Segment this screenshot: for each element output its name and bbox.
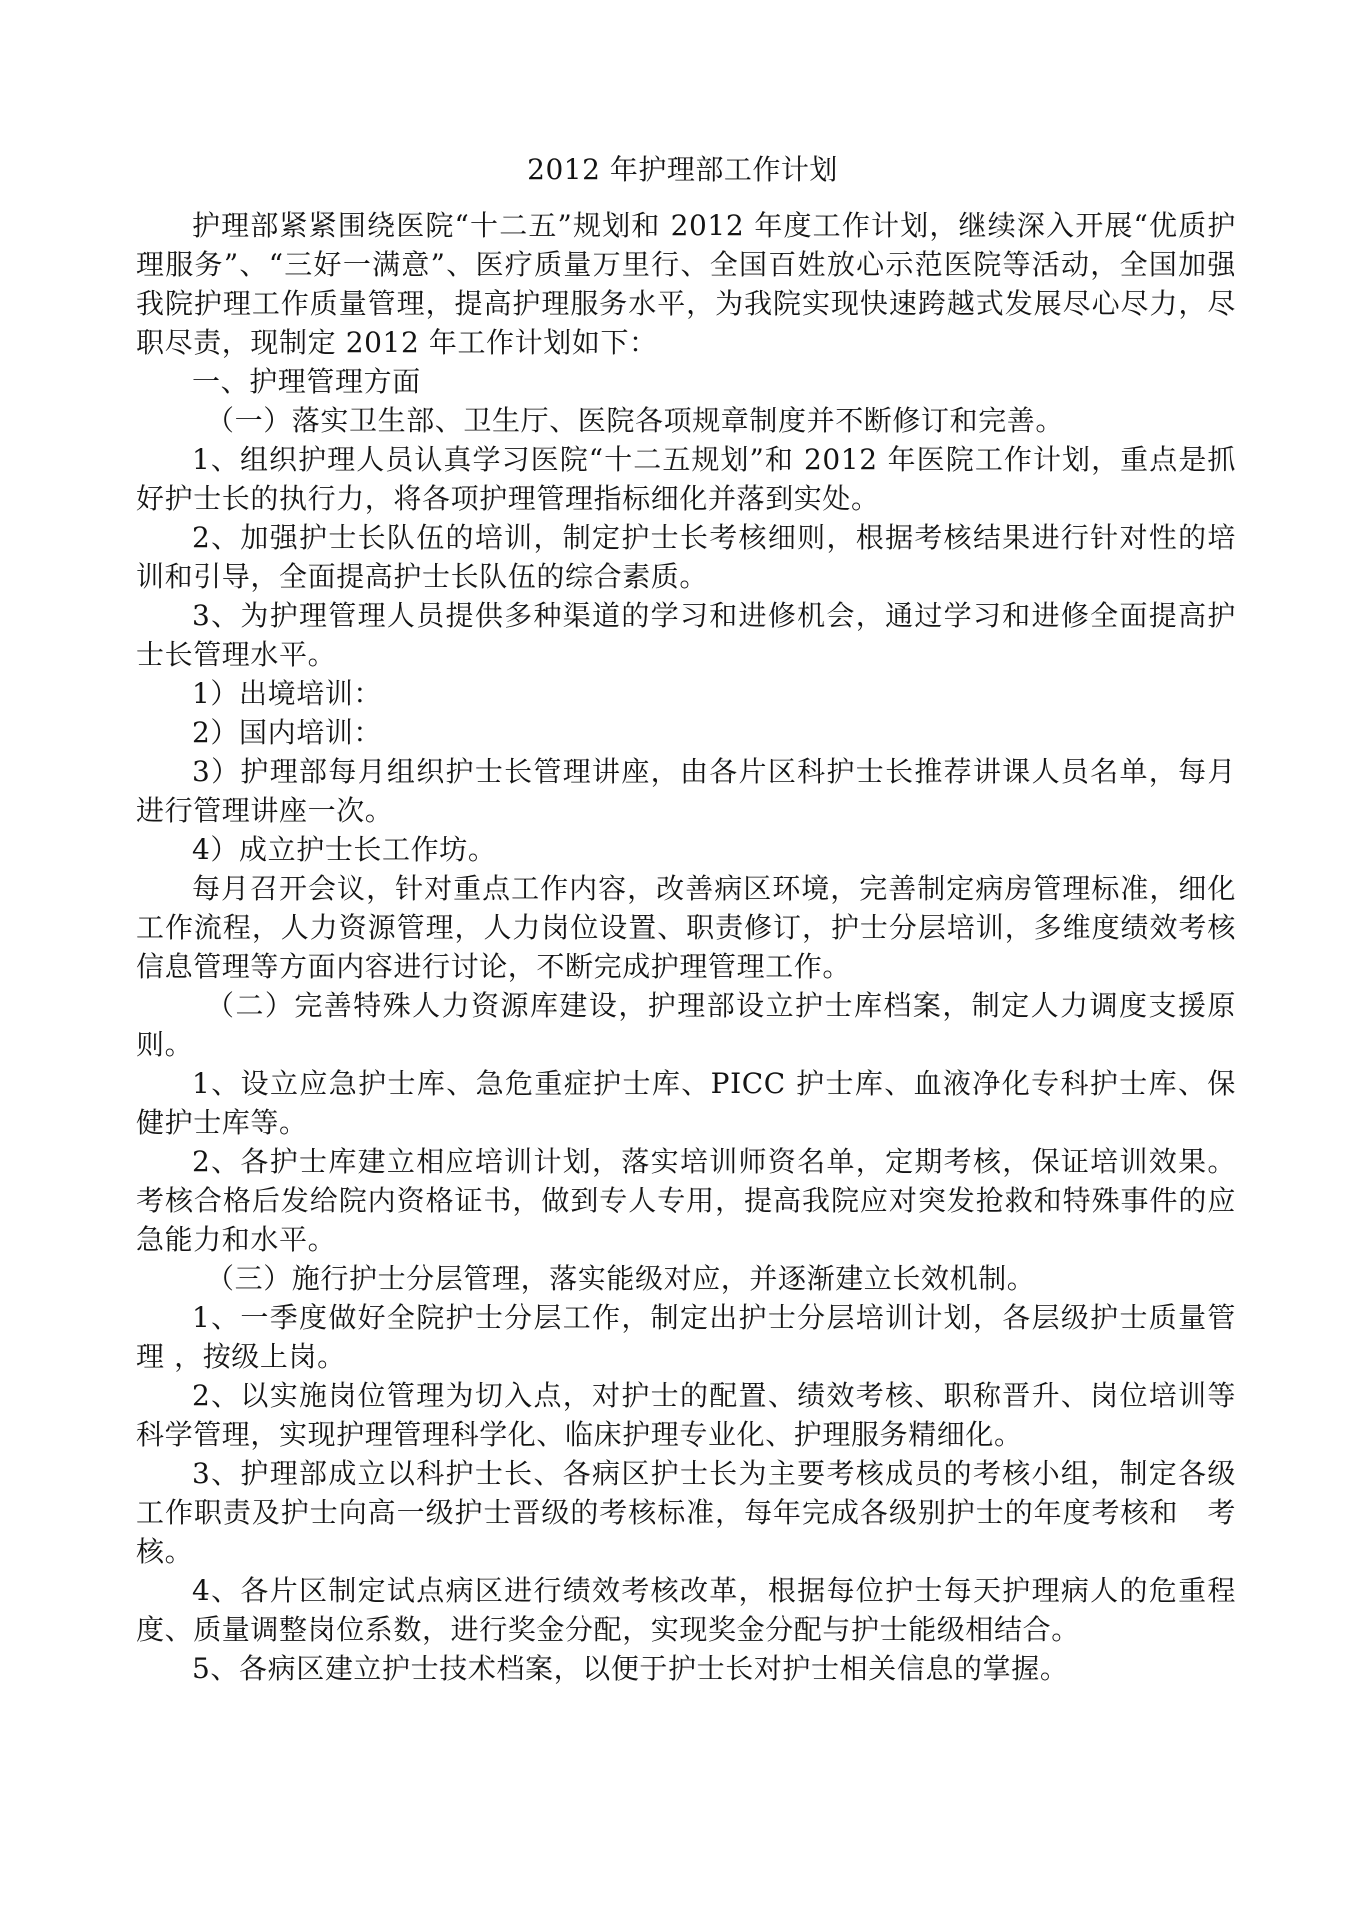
body-paragraph: 1、一季度做好全院护士分层工作，制定出护士分层培训计划，各层级护士质量管理 ，按级上岗。	[136, 1301, 1236, 1373]
body-paragraph: 1、设立应急护士库、急危重症护士库、PICC 护士库、血液净化专科护士库、保健护士库等。	[136, 1067, 1236, 1139]
body-paragraph: 2、加强护士长队伍的培训，制定护士长考核细则，根据考核结果进行针对性的培训和引导，全面提高护士长队伍的综合素质。	[136, 521, 1236, 593]
list-item: 4）成立护士长工作坊。	[192, 833, 497, 866]
body-paragraph: 2、以实施岗位管理为切入点，对护士的配置、绩效考核、职称晋升、岗位培训等科学管理，实现护理管理科学化、临床护理专业化、护理服务精细化。	[136, 1379, 1236, 1451]
body-paragraph: 2、各护士库建立相应培训计划，落实培训师资名单，定期考核，保证培训效果。考核合格后发给院内资格证书，做到专人专用，提高我院应对突发抢救和特殊事件的应急能力和水平。	[136, 1145, 1236, 1256]
list-item: 3）护理部每月组织护士长管理讲座，由各片区科护士长推荐讲课人员名单，每月进行管理讲座一次。	[136, 755, 1236, 827]
body-paragraph: 每月召开会议，针对重点工作内容，改善病区环境，完善制定病房管理标准，细化工作流程，人力资源管理，人力岗位设置、职责修订，护士分层培训，多维度绩效考核信息管理等方面内容进行讨论，不断完成护理管理工作。	[136, 872, 1236, 983]
document-title: 2012 年护理部工作计划	[527, 153, 838, 186]
subsection-heading: （二）完善特殊人力资源库建设，护理部设立护士库档案，制定人力调度支援原则。	[136, 989, 1236, 1061]
body-paragraph: 5、各病区建立护士技术档案，以便于护士长对护士相关信息的掌握。	[192, 1652, 1069, 1685]
body-paragraph: 1、组织护理人员认真学习医院“十二五规划”和 2012 年医院工作计划，重点是抓好护士长的执行力，将各项护理管理指标细化并落到实处。	[136, 443, 1236, 515]
list-item: 1）出境培训：	[192, 677, 383, 710]
subsection-heading: （三）施行护士分层管理，落实能级对应，并逐渐建立长效机制。	[206, 1262, 1036, 1295]
list-item: 2）国内培训：	[192, 716, 383, 749]
body-paragraph: 3、护理部成立以科护士长、各病区护士长为主要考核成员的考核小组，制定各级工作职责及护士向高一级护士晋级的考核标准，每年完成各级别护士的年度考核和 考核。	[136, 1457, 1236, 1568]
document-body	[136, 206, 1236, 1688]
body-paragraph: 3、为护理管理人员提供多种渠道的学习和进修机会，通过学习和进修全面提高护士长管理水平。	[136, 599, 1236, 671]
intro-paragraph: 护理部紧紧围绕医院“十二五”规划和 2012 年度工作计划，继续深入开展“优质护理服务”、“三好一满意”、医疗质量万里行、全国百姓放心示范医院等活动，全国加强我院护理工作质量管理，提高护理服务水平，为我院实现快速跨越式发展尽心尽力，尽职尽责，现制定 2012 年工作计划如下：	[136, 209, 1236, 359]
section-heading: 一、护理管理方面	[192, 365, 421, 398]
subsection-heading: （一）落实卫生部、卫生厅、医院各项规章制度并不断修订和完善。	[206, 404, 1065, 437]
body-paragraph: 4、各片区制定试点病区进行绩效考核改革，根据每位护士每天护理病人的危重程度、质量调整岗位系数，进行奖金分配，实现奖金分配与护士能级相结合。	[136, 1574, 1236, 1646]
